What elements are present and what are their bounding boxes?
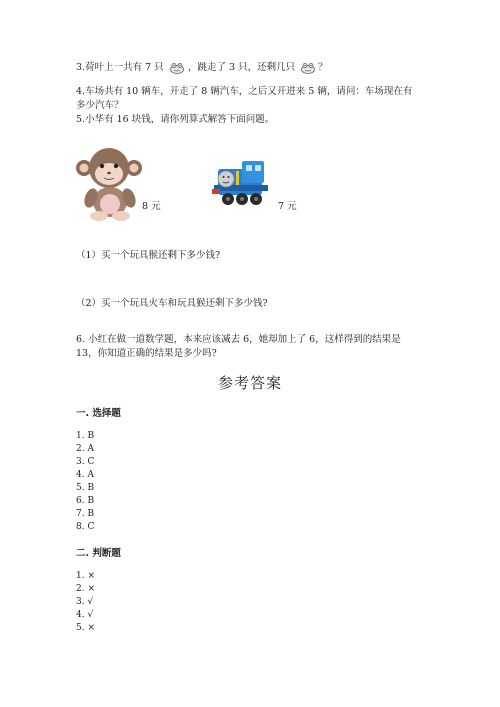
frog-icon: [169, 62, 185, 74]
q3-text-c: ？: [318, 62, 328, 73]
answer-item: 3. C: [76, 457, 95, 467]
answer-item: 6. B: [76, 496, 95, 506]
answer-item: 1. ×: [76, 571, 95, 581]
q3-text-a: 3.荷叶上一共有 7 只: [76, 62, 164, 73]
answer-item: 4. √: [76, 610, 94, 620]
answer-item: 7. B: [76, 509, 95, 519]
answer-item: 8. C: [76, 522, 95, 532]
toy-train-image: [212, 155, 272, 211]
q4-line2: 多少汽车？: [76, 100, 124, 111]
frog-icon: [300, 62, 316, 74]
q3-text-b: ，跳走了 3 只，还剩几只: [188, 62, 296, 73]
q4-line1: 4.车场共有 10 辆车，开走了 8 辆汽车，之后又开进来 5 辆，请问：车场现在有: [76, 86, 413, 97]
answer-item: 5. B: [76, 483, 95, 493]
answers-title: 参考答案: [218, 374, 283, 392]
answer-item: 5. ×: [76, 623, 95, 633]
section2-title: 二. 判断题: [76, 548, 121, 559]
q5-line1: 5.小华有 16 块钱，请你列算式解答下面问题。: [76, 114, 275, 125]
answer-item: 1. B: [76, 431, 95, 441]
q5-sub2: （2）买一个玩具火车和玩具猴还剩下多少钱?: [76, 298, 268, 309]
answer-item: 2. ×: [76, 584, 95, 594]
q6-line2: 13，你知道正确的结果是多少吗?: [76, 348, 217, 359]
q5-sub1: （1）买一个玩具猴还剩下多少钱?: [76, 250, 221, 261]
q6-line1: 6. 小红在做一道数学题，本来应该减去 6，她却加上了 6，这样得到的结果是: [76, 334, 401, 345]
answer-item: 4. A: [76, 470, 94, 480]
train-price: 7 元: [278, 201, 297, 212]
monkey-price: 8 元: [142, 201, 161, 212]
answer-item: 2. A: [76, 444, 94, 454]
section1-title: 一. 选择题: [76, 408, 121, 419]
answer-item: 3. √: [76, 597, 94, 607]
toy-monkey-image: [74, 146, 146, 222]
